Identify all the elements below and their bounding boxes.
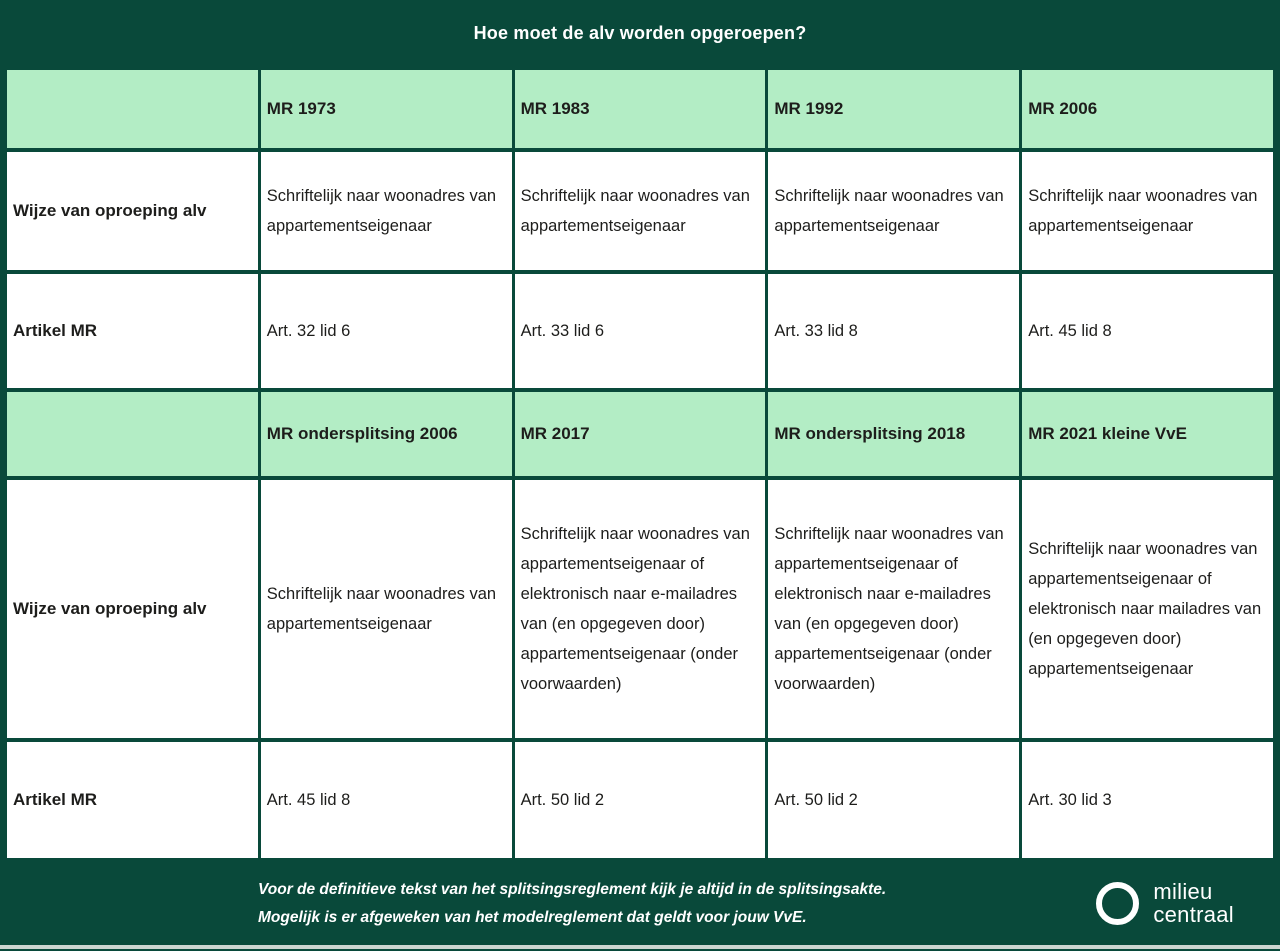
page-title: Hoe moet de alv worden opgeroepen? xyxy=(473,22,807,43)
table-cell: Schriftelijk naar woonadres van appartementseigenaar of elektronisch naar mailadres van (en opgegeven door) appartementseigenaar xyxy=(1021,478,1275,740)
row-label-wijze: Wijze van oproeping alv xyxy=(6,478,260,740)
footer-note-line1: Voor de definitieve tekst van het splitsingsreglement kijk je altijd in de splitsingsakte. xyxy=(258,880,887,898)
header-row-section2 xyxy=(6,390,1275,478)
table-cell: Art. 45 lid 8 xyxy=(259,740,513,860)
row-label-wijze: Wijze van oproeping alv xyxy=(6,150,260,272)
table-cell: Art. 32 lid 6 xyxy=(259,272,513,390)
row-wijze-section2 xyxy=(6,478,1275,740)
table-cell: Art. 30 lid 3 xyxy=(1021,740,1275,860)
table-cell: Art. 33 lid 6 xyxy=(513,272,767,390)
table-cell: Schriftelijk naar woonadres van appartementseigenaar xyxy=(767,150,1021,272)
mr-comparison-table xyxy=(4,66,1276,862)
header-row-section1 xyxy=(6,68,1275,150)
title-bar xyxy=(0,0,1280,66)
table-cell: Art. 50 lid 2 xyxy=(513,740,767,860)
row-wijze-section1 xyxy=(6,150,1275,272)
logo-text-line1: milieu xyxy=(1153,879,1213,904)
circle-logo-icon xyxy=(1096,882,1139,925)
column-header-mr-ondersplitsing-2006: MR ondersplitsing 2006 xyxy=(259,390,513,478)
column-header-mr-1992: MR 1992 xyxy=(767,68,1021,150)
footer-note-line2: Mogelijk is er afgeweken van het modelreglement dat geldt voor jouw VvE. xyxy=(258,908,807,926)
table-cell: Schriftelijk naar woonadres van appartementseigenaar of elektronisch naar e-mailadres van (en opgegeven door) appartementseigenaar (onder voorwaarden) xyxy=(513,478,767,740)
column-header-mr-2017: MR 2017 xyxy=(513,390,767,478)
milieu-centraal-logo xyxy=(1096,881,1234,926)
row-artikel-section1 xyxy=(6,272,1275,390)
table-cell: Schriftelijk naar woonadres van appartementseigenaar of elektronisch naar e-mailadres van (en opgegeven door) appartementseigenaar (onder voorwaarden) xyxy=(767,478,1021,740)
table-cell: Art. 33 lid 8 xyxy=(767,272,1021,390)
column-header-mr-ondersplitsing-2018: MR ondersplitsing 2018 xyxy=(767,390,1021,478)
footer-note xyxy=(258,876,886,932)
table-cell: Schriftelijk naar woonadres van appartementseigenaar xyxy=(1021,150,1275,272)
column-header-mr-2021-kleine-vve: MR 2021 kleine VvE xyxy=(1021,390,1275,478)
footer-bar xyxy=(0,862,1280,945)
logo-text-line2: centraal xyxy=(1153,901,1234,927)
table-cell: Schriftelijk naar woonadres van appartementseigenaar xyxy=(259,478,513,740)
table-cell: Art. 50 lid 2 xyxy=(767,740,1021,860)
column-header-mr-1973: MR 1973 xyxy=(259,68,513,150)
row-label-artikel: Artikel MR xyxy=(6,272,260,390)
table-cell: Art. 45 lid 8 xyxy=(1021,272,1275,390)
column-header-mr-2006: MR 2006 xyxy=(1021,68,1275,150)
corner-cell xyxy=(6,68,260,150)
table-cell: Schriftelijk naar woonadres van appartementseigenaar xyxy=(513,150,767,272)
column-header-mr-1983: MR 1983 xyxy=(513,68,767,150)
bottom-edge-strip xyxy=(0,945,1280,949)
corner-cell xyxy=(6,390,260,478)
table-cell: Schriftelijk naar woonadres van appartementseigenaar xyxy=(259,150,513,272)
row-artikel-section2 xyxy=(6,740,1275,860)
row-label-artikel: Artikel MR xyxy=(6,740,260,860)
logo-text xyxy=(1153,881,1234,926)
